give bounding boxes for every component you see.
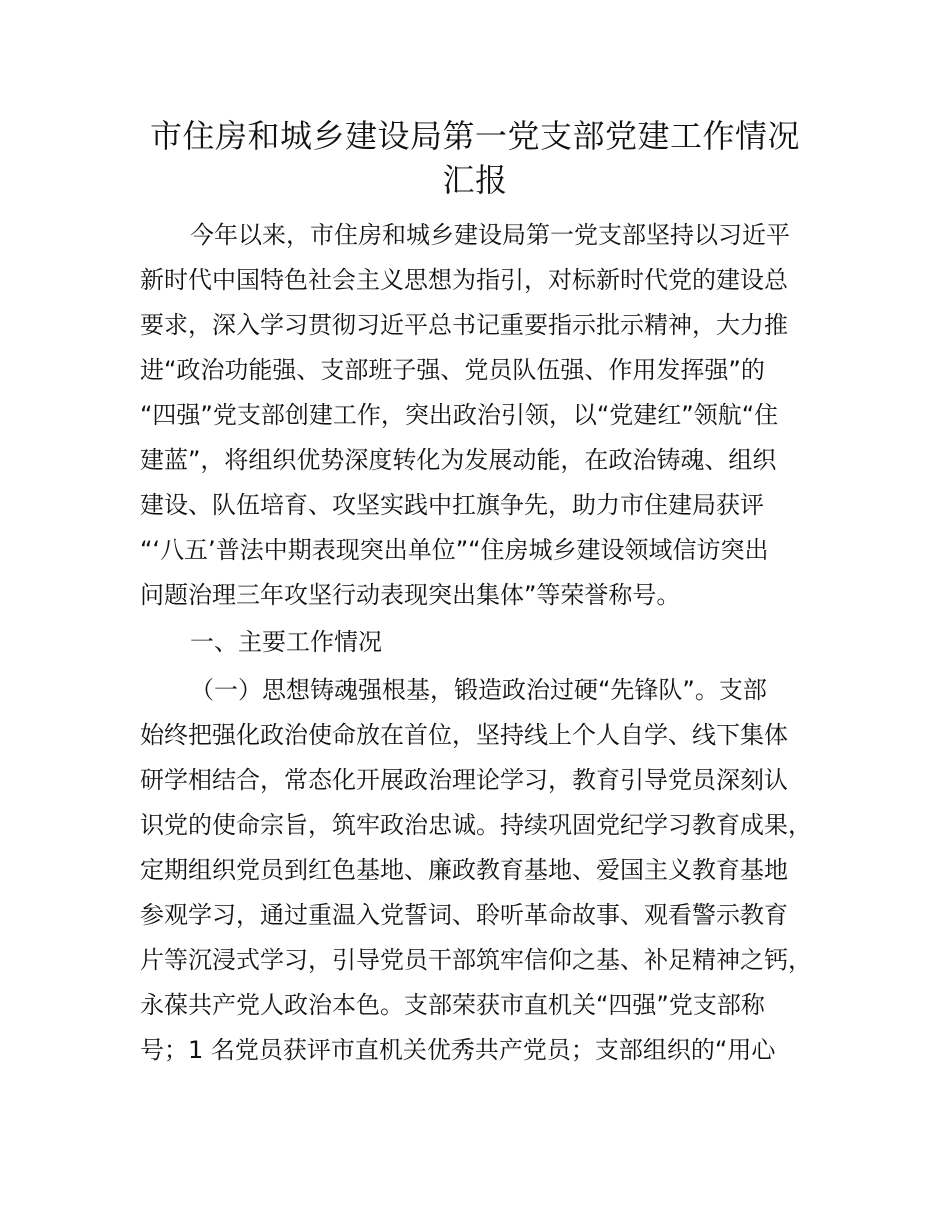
document-title-line-1: 市住房和城乡建设局第一党支部党建工作情况 (149, 117, 800, 155)
paragraph-line: 新时代中国特色社会主义思想为指引，对标新时代党的建设总 (140, 266, 788, 294)
paragraph-line: 参观学习，通过重温入党誓词、聆听革命故事、观看警示教育 (140, 901, 788, 929)
document-title-line-2: 汇报 (442, 161, 508, 199)
paragraph-line: 今年以来，市住房和城乡建设局第一党支部坚持以习近平 (190, 221, 790, 249)
paragraph-line: 定期组织党员到红色基地、廉政教育基地、爱国主义教育基地 (140, 856, 788, 884)
paragraph-line: 问题治理三年攻坚行动表现突出集体”等荣誉称号。 (140, 581, 681, 609)
paragraph-line: （一）思想铸魂强根基，锻造政治过硬“先锋队”。支部 (190, 676, 767, 704)
paragraph-line: 永葆共产党人政治本色。支部荣获市直机关“四强”党支部称 (140, 991, 765, 1019)
section-heading: 一、主要工作情况 (190, 628, 382, 656)
paragraph-line: 始终把强化政治使命放在首位，坚持线上个人自学、线下集体 (140, 721, 788, 749)
paragraph-line: 建蓝”，将组织优势深度转化为发展动能，在政治铸魂、组织 (140, 446, 777, 474)
paragraph-line: 建设、队伍培育、攻坚实践中扛旗争先，助力市住建局获评 (140, 491, 764, 519)
paragraph-line: 号；1 名党员获评市直机关优秀共产党员；支部组织的“用心 (140, 1036, 776, 1064)
paragraph-line: “四强”党支部创建工作，突出政治引领，以“党建红”领航“住 (140, 401, 779, 429)
paragraph-line: 片等沉浸式学习，引导党员干部筑牢信仰之基、补足精神之钙， (140, 946, 812, 974)
paragraph-line: “‘八五’普法中期表现突出单位”“住房城乡建设领域信访突出 (140, 536, 769, 564)
paragraph-line: 研学相结合，常态化开展政治理论学习，教育引导党员深刻认 (140, 766, 788, 794)
paragraph-line: 识党的使命宗旨，筑牢政治忠诚。持续巩固党纪学习教育成果， (140, 811, 812, 839)
paragraph-line: 要求，深入学习贯彻习近平总书记重要指示批示精神，大力推 (140, 311, 788, 339)
paragraph-line: 进“政治功能强、支部班子强、党员队伍强、作用发挥强”的 (140, 356, 765, 384)
